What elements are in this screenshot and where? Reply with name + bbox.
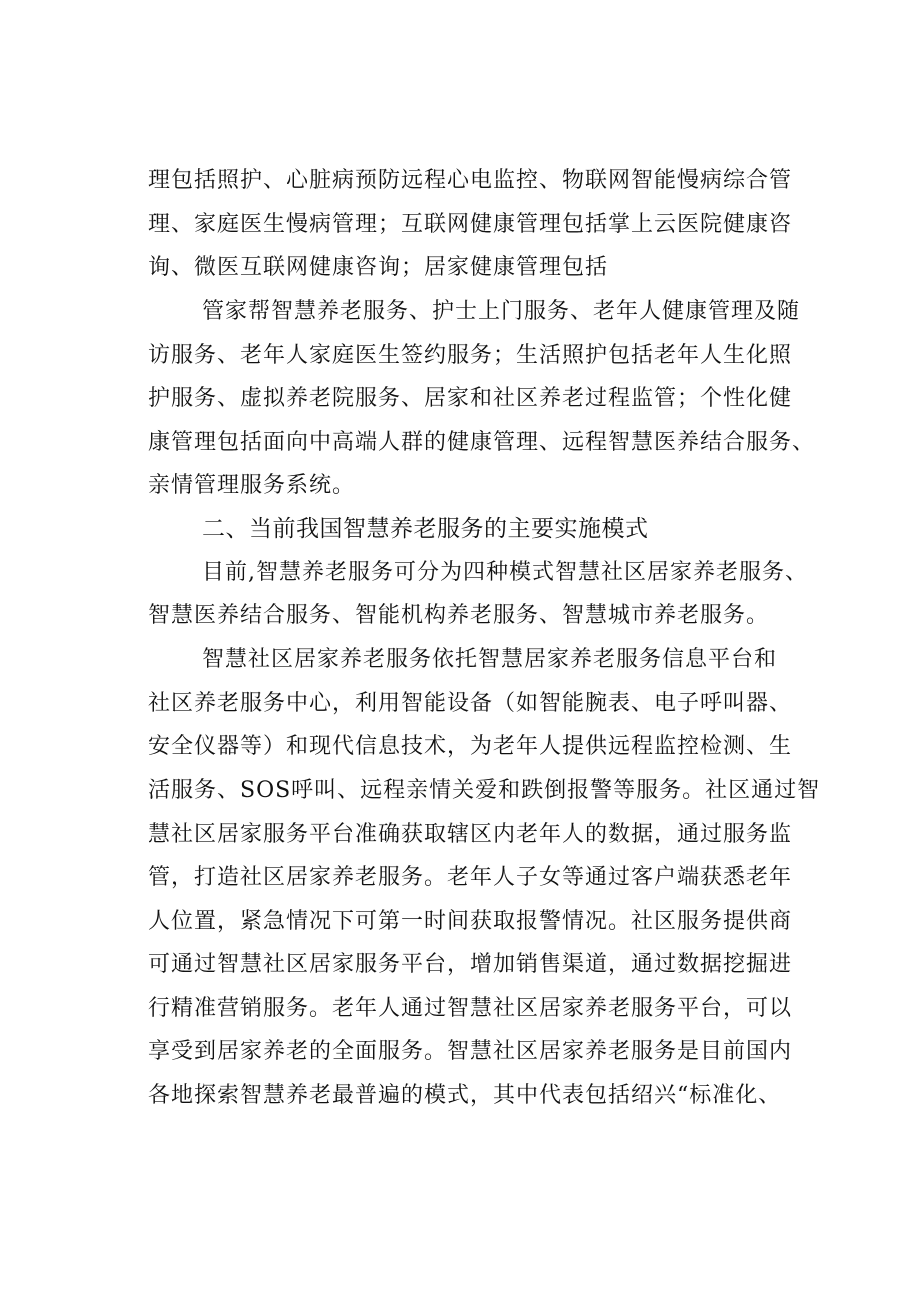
para2-line-2: 访服务、老年人家庭医生签约服务；生活照护包括老年人生化照 bbox=[148, 343, 793, 368]
para4-line-7: 人位置，紧急情况下可第一时间获取报警情况。社区服务提供商 bbox=[148, 909, 793, 934]
para1-line-2: 理、家庭医生慢病管理；互联网健康管理包括掌上云医院健康咨 bbox=[148, 212, 793, 237]
para4-line-11: 各地探索智慧养老最普遍的模式，其中代表包括绍兴“标准化、 bbox=[148, 1083, 782, 1108]
para3-line-1: 目前,智慧养老服务可分为四种模式智慧社区居家养老服务、 bbox=[202, 560, 808, 585]
para4-line-8: 可通过智慧社区居家服务平台，增加销售渠道，通过数据挖掘进 bbox=[148, 952, 793, 977]
para4-line-10: 享受到居家养老的全面服务。智慧社区居家养老服务是目前国内 bbox=[148, 1039, 793, 1064]
para4-line-5: 慧社区居家服务平台准确获取辖区内老年人的数据，通过服务监 bbox=[148, 822, 793, 847]
para4-line-3: 安全仪器等）和现代信息技术，为老年人提供远程监控检测、生 bbox=[148, 734, 793, 759]
section-heading: 二、当前我国智慧养老服务的主要实施模式 bbox=[202, 516, 649, 542]
para4-line-1: 智慧社区居家养老服务依托智慧居家养老服务信息平台和 bbox=[202, 647, 778, 672]
para1-line-1: 理包括照护、心脏病预防远程心电监控、物联网智能慢病综合管 bbox=[148, 168, 793, 193]
para4-line-6: 管，打造社区居家养老服务。老年人子女等通过客户端获悉老年 bbox=[148, 865, 793, 890]
para4-line-4: 活服务、SOS呼叫、远程亲情关爱和跌倒报警等服务。社区通过智 bbox=[148, 778, 821, 803]
para2-line-1: 管家帮智慧养老服务、护士上门服务、老年人健康管理及随 bbox=[202, 299, 801, 324]
para3-line-2: 智慧医养结合服务、智能机构养老服务、智慧城市养老服务。 bbox=[148, 603, 770, 628]
para4-line-2: 社区养老服务中心，利用智能设备（如智能腕表、电子呼叫器、 bbox=[148, 691, 793, 716]
para4-line-9: 行精准营销服务。老年人通过智慧社区居家养老服务平台，可以 bbox=[148, 996, 793, 1021]
para2-line-3: 护服务、虚拟养老院服务、居家和社区养老过程监管；个性化健 bbox=[148, 386, 793, 411]
para2-line-5: 亲情管理服务系统。 bbox=[148, 473, 356, 498]
para1-line-3: 询、微医互联网健康咨询；居家健康管理包括 bbox=[148, 255, 609, 280]
para2-line-4: 康管理包括面向中高端人群的健康管理、远程智慧医养结合服务、 bbox=[148, 430, 816, 455]
